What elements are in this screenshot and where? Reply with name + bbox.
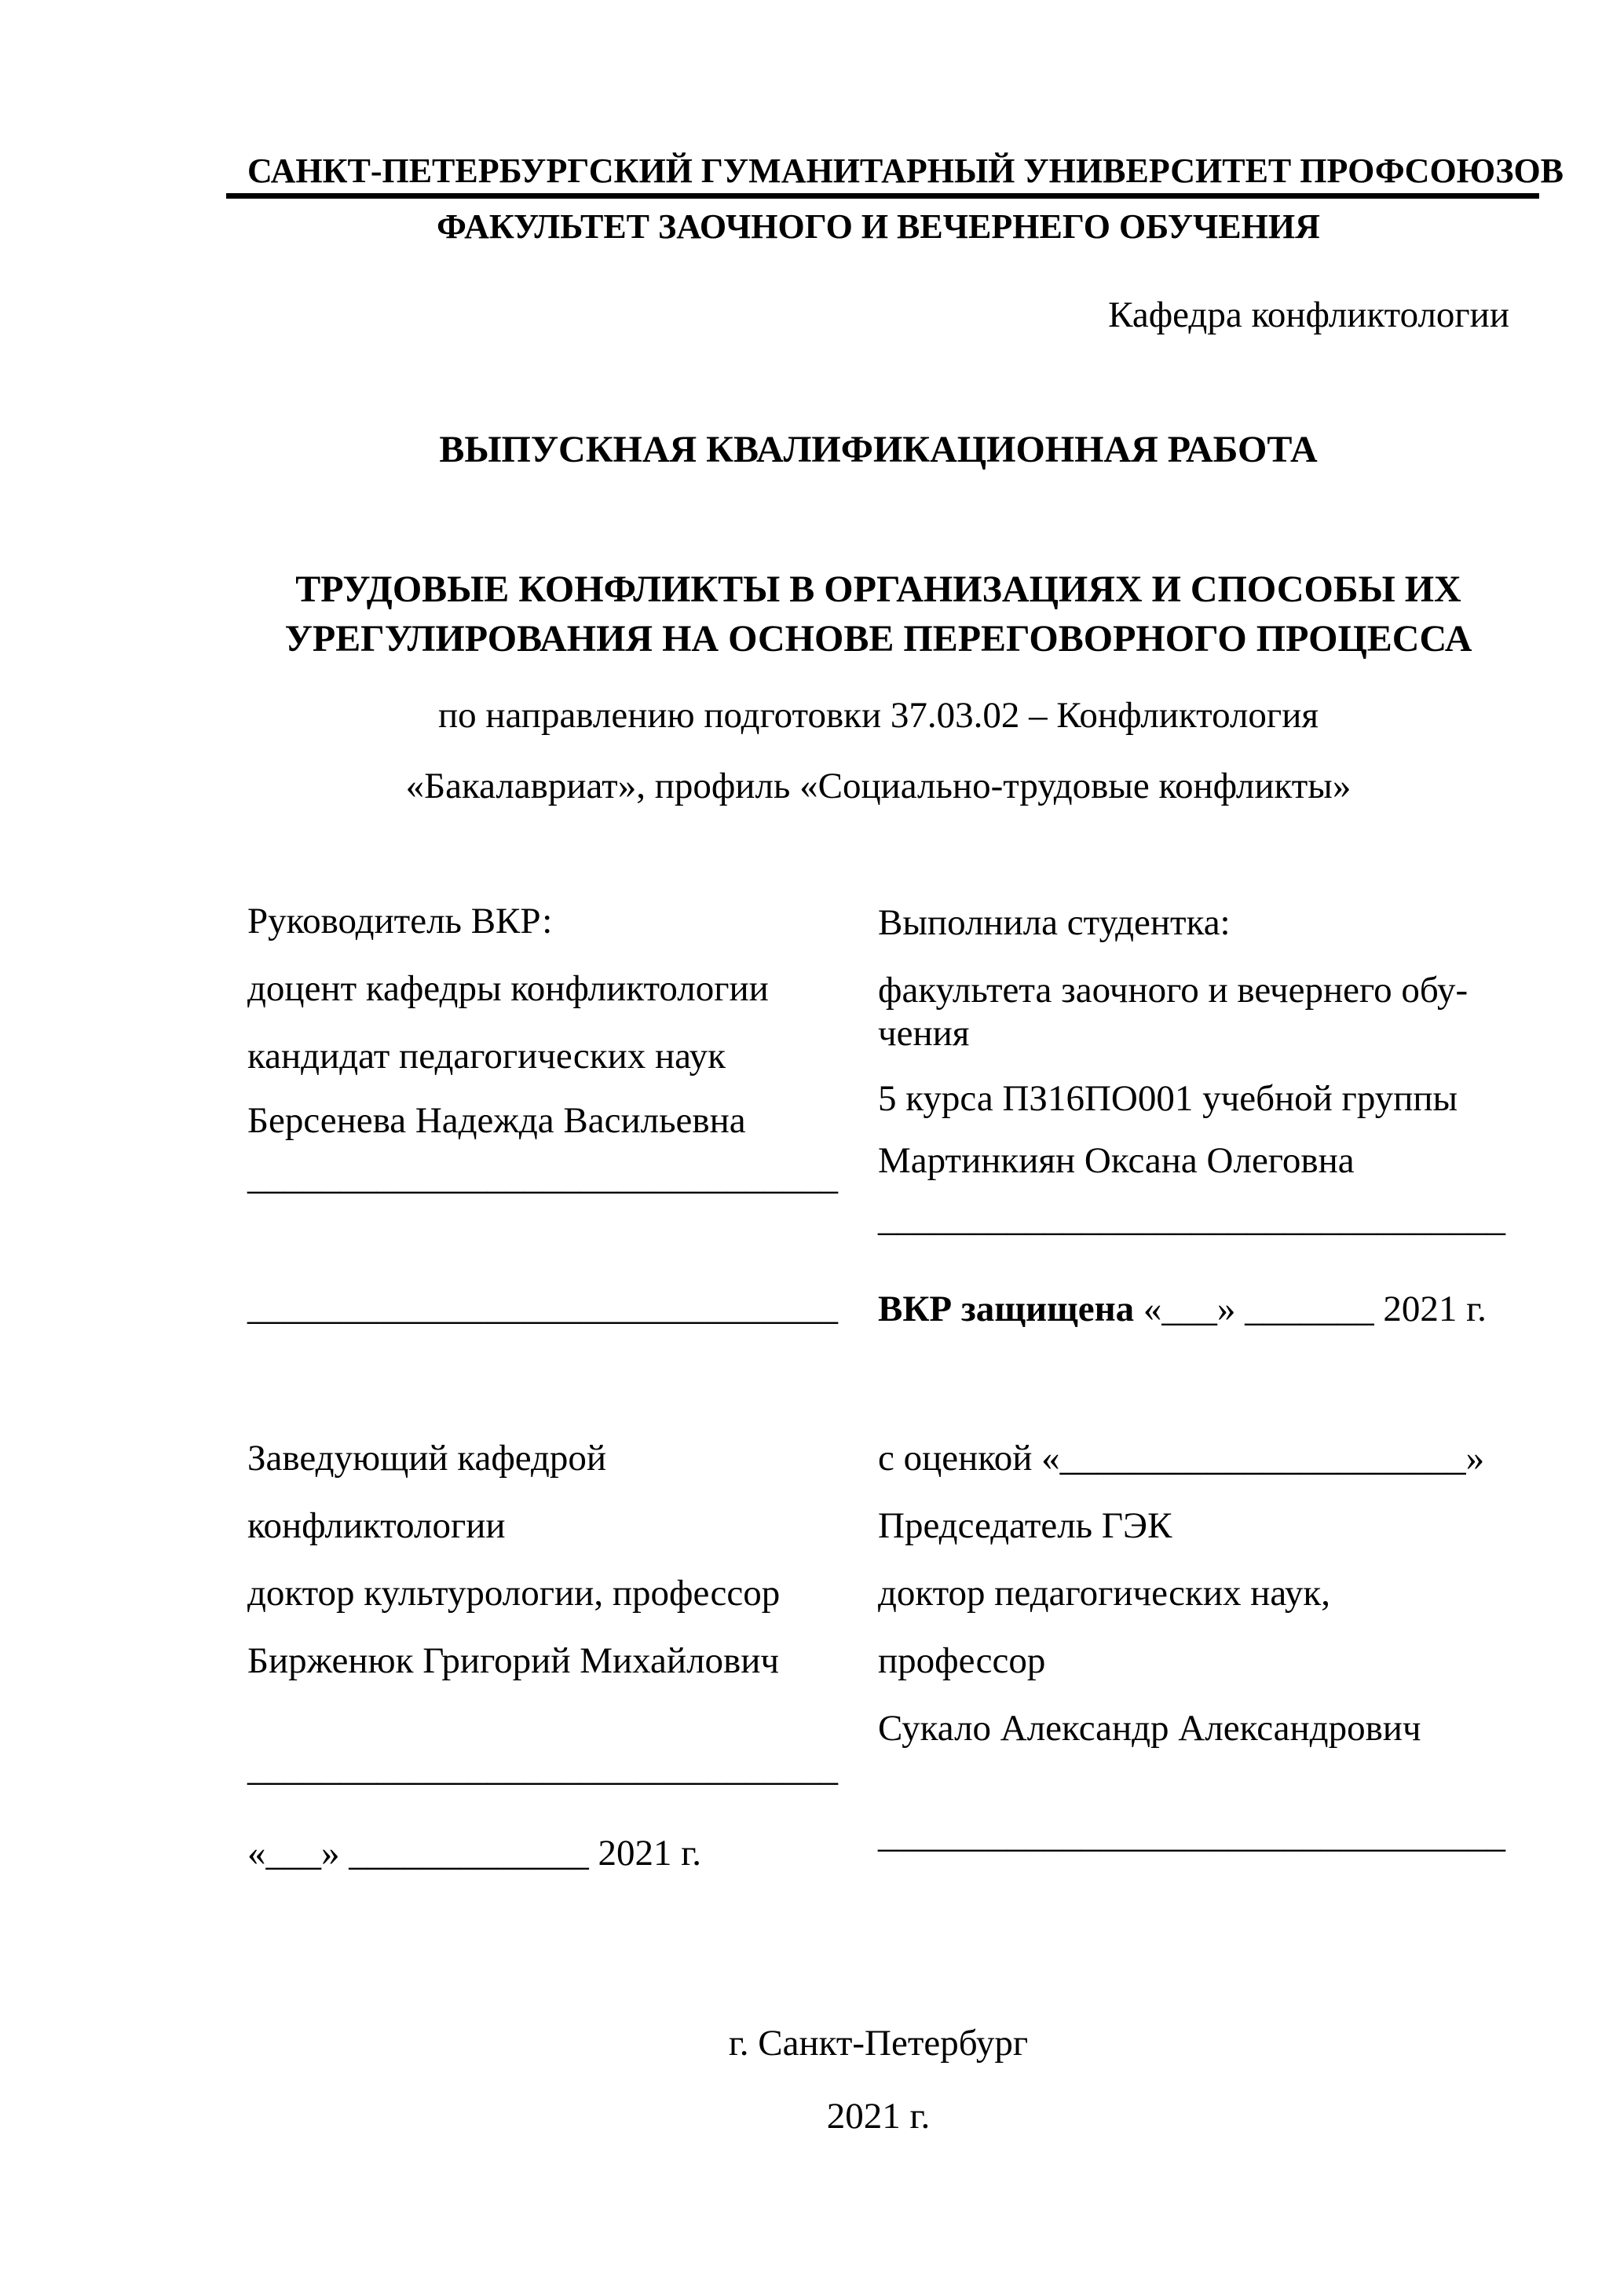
footer-year: 2021 г. (826, 2096, 931, 2137)
head-of-department-name: Бирженюк Григорий Михайлович (247, 1640, 780, 1681)
student-faculty-line-2: чения (878, 1013, 970, 1054)
head-of-department-label-line-2: конфликтологии (247, 1505, 506, 1546)
student-signature-line: __________________________________ (878, 1198, 1505, 1239)
head-of-department-signature-line: ________________________________ (247, 1748, 838, 1789)
defense-status-date-blank: «___» _______ 2021 г. (1134, 1289, 1487, 1329)
chairman-name: Сукало Александр Александрович (878, 1708, 1421, 1749)
chairman-degree-line-1: доктор педагогических наук, (878, 1573, 1330, 1614)
program-line: по направлению подготовки 37.03.02 – Конфликтология (438, 695, 1319, 736)
student-label: Выполнила студентка: (878, 902, 1231, 943)
defense-status-line (878, 1288, 1487, 1330)
head-of-department-date-line: «___» _____________ 2021 г. (247, 1833, 701, 1874)
student-name: Мартинкиян Оксана Олеговна (878, 1140, 1355, 1181)
supervisor-degree: кандидат педагогических наук (247, 1036, 726, 1077)
supervisor-signature-line: ________________________________ (247, 1157, 838, 1197)
student-group: 5 курса ПЗ16ПО001 учебной группы (878, 1078, 1458, 1119)
supervisor-label: Руководитель ВКР: (247, 901, 553, 941)
thesis-title-line-2: УРЕГУЛИРОВАНИЯ НА ОСНОВЕ ПЕРЕГОВОРНОГО ПРОЦЕССА (284, 618, 1472, 660)
work-type-heading: ВЫПУСКНАЯ КВАЛИФИКАЦИОННАЯ РАБОТА (439, 429, 1318, 470)
supervisor-name: Берсенева Надежда Васильевна (247, 1100, 746, 1141)
grade-blank-line: с оценкой «______________________» (878, 1438, 1485, 1479)
header-divider-rule (226, 193, 1539, 199)
student-faculty-line-1: факультета заочного и вечернего обу- (878, 970, 1469, 1011)
department-name: Кафедра конфликтологии (1108, 294, 1509, 335)
chairman-degree-line-2: профессор (878, 1640, 1046, 1681)
profile-line: «Бакалавриат», профиль «Социально-трудовые конфликты» (405, 766, 1352, 806)
head-of-department-degree: доктор культурологии, профессор (247, 1573, 781, 1614)
university-name: САНКТ-ПЕТЕРБУРГСКИЙ ГУМАНИТАРНЫЙ УНИВЕРСИТЕТ ПРОФСОЮЗОВ (247, 152, 1564, 190)
faculty-name: ФАКУЛЬТЕТ ЗАОЧНОГО И ВЕЧЕРНЕГО ОБУЧЕНИЯ (437, 207, 1320, 246)
supervisor-second-signature-line: ________________________________ (247, 1287, 838, 1328)
supervisor-position: доцент кафедры конфликтологии (247, 968, 769, 1009)
footer-city: г. Санкт-Петербург (728, 2023, 1029, 2064)
defense-status-label-bold: ВКР защищена (878, 1289, 1135, 1329)
thesis-title-line-1: ТРУДОВЫЕ КОНФЛИКТЫ В ОРГАНИЗАЦИЯХ И СПОСОБЫ ИХ (295, 569, 1461, 610)
head-of-department-label-line-1: Заведующий кафедрой (247, 1438, 607, 1479)
chairman-label: Председатель ГЭК (878, 1505, 1172, 1546)
chairman-signature-line: __________________________________ (878, 1815, 1505, 1855)
